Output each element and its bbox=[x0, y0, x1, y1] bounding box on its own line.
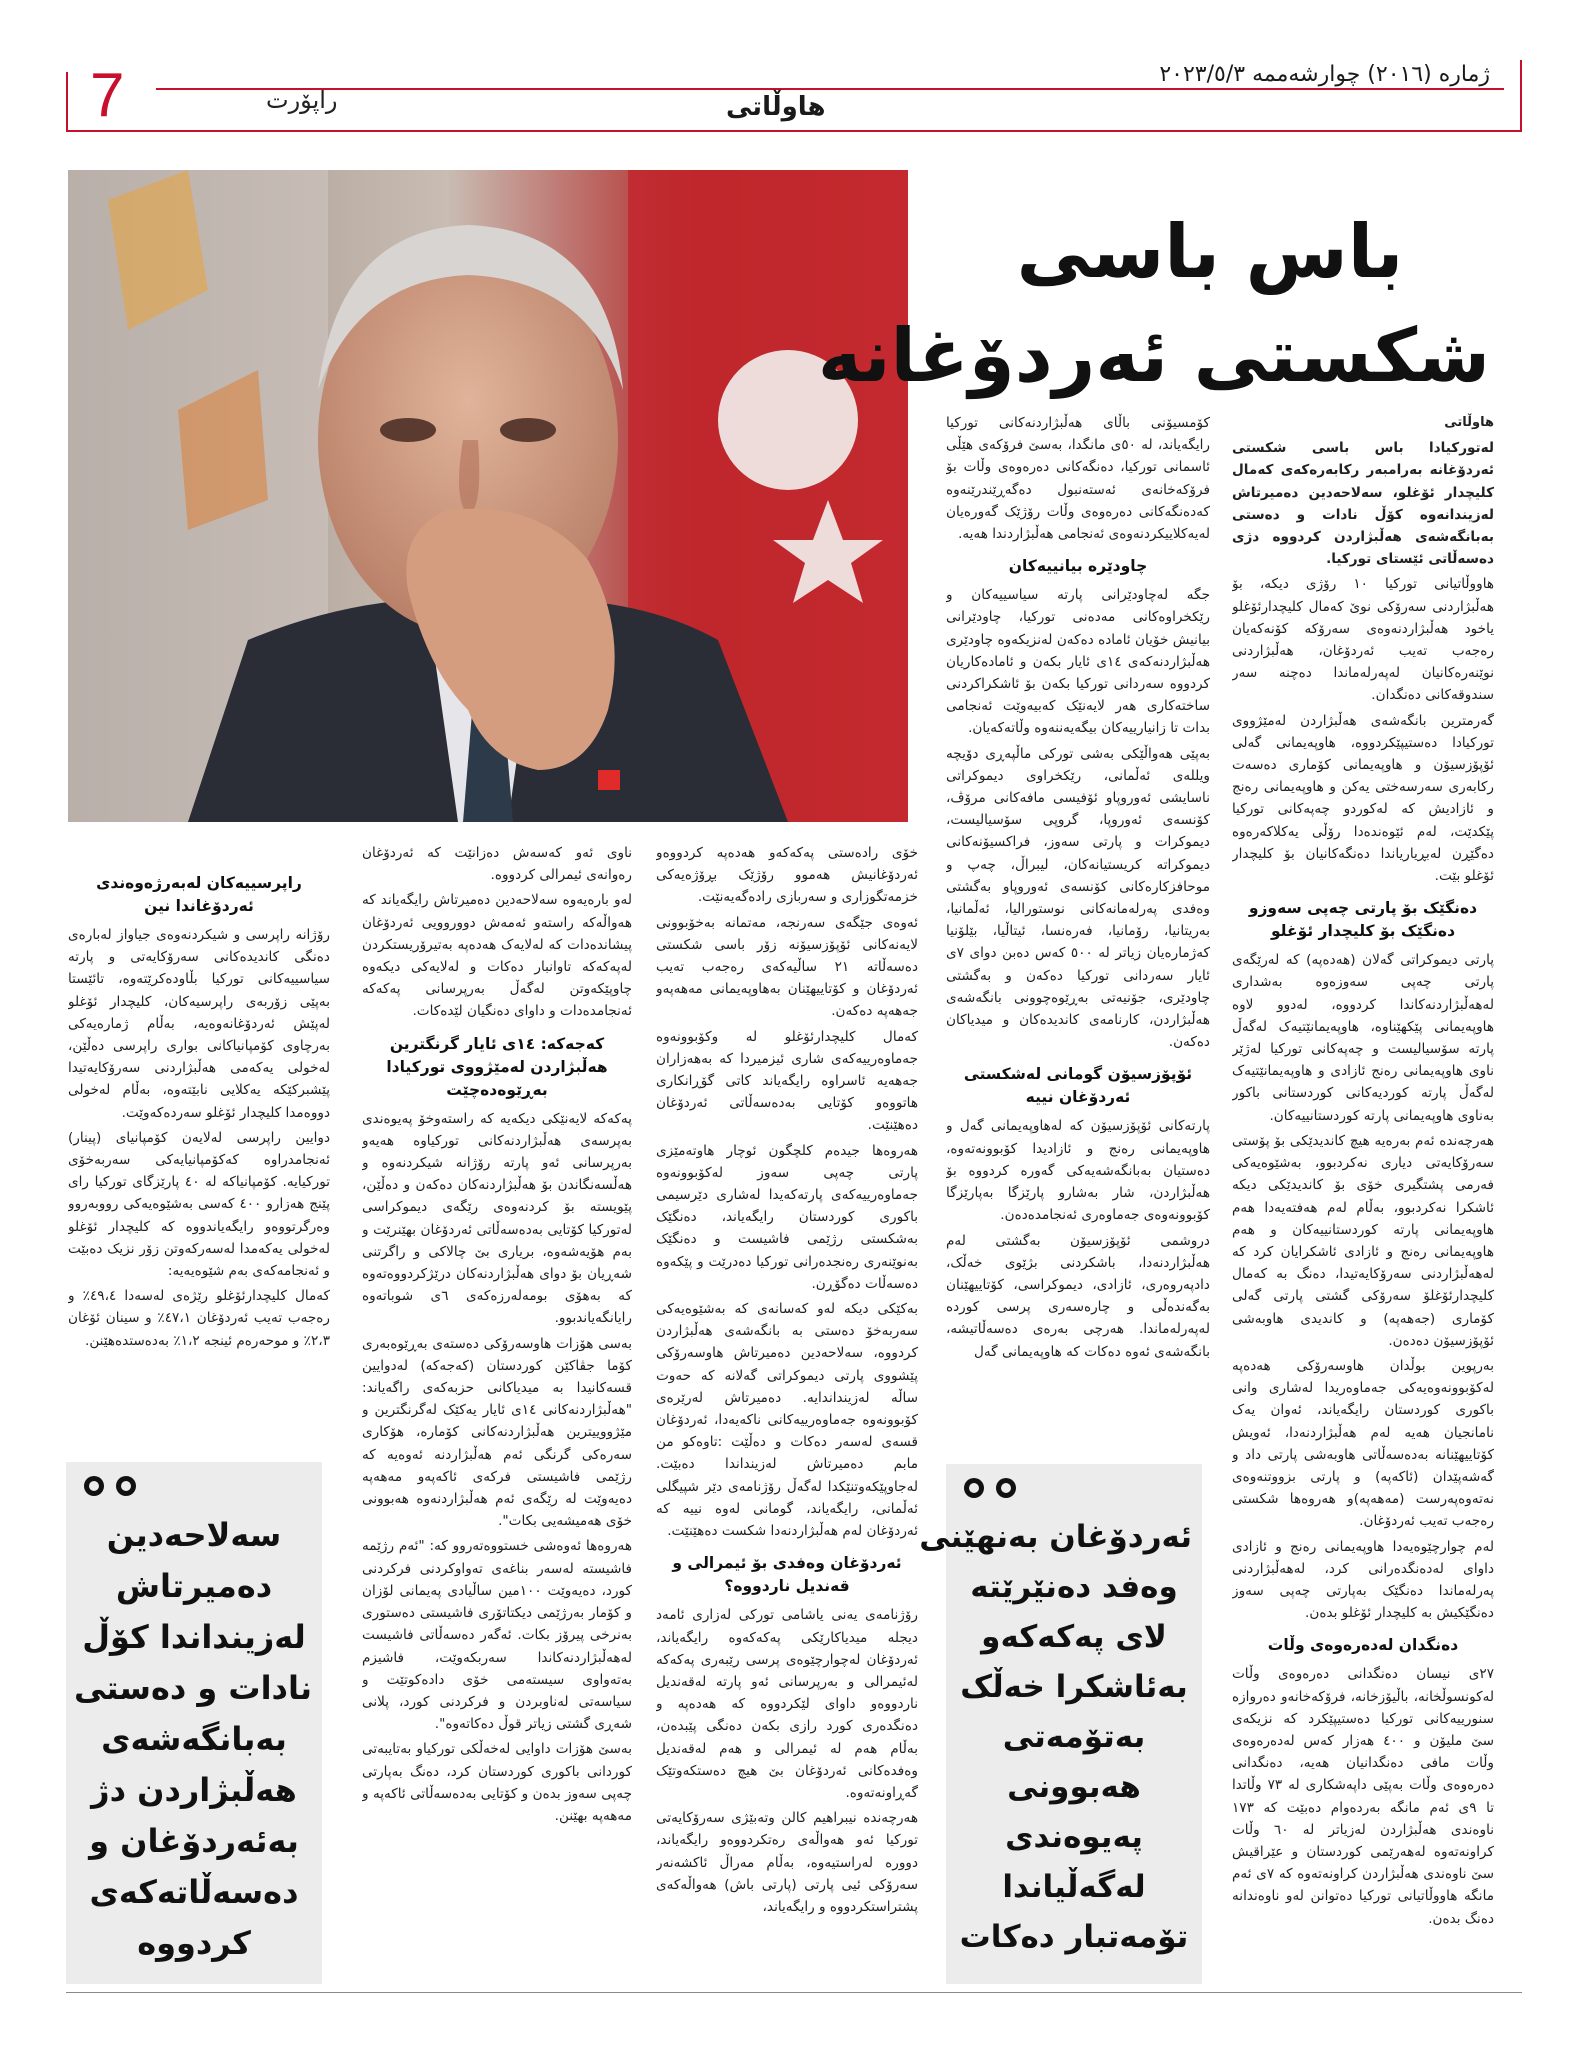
paragraph: بەسی هۆزات هاوسەرۆکی دەستەی بەڕێوەبەری کۆما جڤاکێن کوردستان (کەجەکە) لەدوایین قسەکانیدا بە میدیاکانی حزبەکەی راگەیاند: "هەڵبژاردنەکانی ١٤ی ئایار یەکێک لەگرنگترین و مێژووییترین هەڵبژاردنەکانی کۆمارە، هۆکاری سەرەکی گرنگی ئەم هەڵبژاردنە ئەوەیە کە رژێمی فاشیستی فرکەی ئاکەپەو مەهەپە دەیەوێت لە رێگەی ئەم هەڵبژاردنەوە هەبوونی خۆی هەمیشەیی بکات". bbox=[362, 1335, 632, 1530]
quote-line: لەگەڵیاندا bbox=[1002, 1869, 1146, 1905]
quote-line: پەیوەندی bbox=[1005, 1819, 1143, 1855]
paragraph: هەرچەندە ئەم بەرەیە هیچ کاندیدێکی بۆ پۆستی سەرۆکایەتی دیاری نەکردبوو، بەشێوەیەکی فەرمی پشتگیری خۆی بۆ کاندیدێکی دیکە ئاشکرا نەکردبوو، بەڵام لەم هەفتەیەدا هەم هاوپەیمانی پارتە کوردستانییەکان و هەم هاوپەیمانی رەنج و ئازادی ئاشکرایان کرد کە لەهەڵبژاردنی سەرۆکایەتیدا، دەنگ بە کەمال کلیچدارئۆغلۆ سەرۆکی گشتی پارتی گەلی کۆماری (جەهەپە) و کاندیدی هاوبەشی ئۆپۆزسیۆن دەدەن. bbox=[1232, 1132, 1494, 1349]
paragraph: کەمال کلیچدارئۆغلو رێژەی لەسەدا ٤٩،٤٪ و رەجەب تەیب ئەردۆغان ٤٧،١٪ و سینان ئۆغان ٢،٣٪ و موحەرەم ئینجە ١،٢٪ بەدەستدەهێنن. bbox=[68, 1288, 330, 1349]
paragraph: ئەوەی جێگەی سەرنجە، مەتمانە بەخۆبوونی لایەنەکانی ئۆپۆزسیۆنە زۆر باسی شکستی دەسەڵاتە ٢١ ساڵیەکەی رەجەب تەیب ئەردۆغان و کۆتاییهێنان بەهاوپەیمانی مەهەپەو جەهەپە دەکەن. bbox=[656, 914, 918, 1020]
quote-line: لای پەکەکەو bbox=[981, 1619, 1167, 1655]
quote-mark-icon bbox=[80, 1472, 144, 1496]
paragraph: ناوی ئەو کەسەش دەزانێت کە ئەردۆغان رەوانەی ئیمرالی کردووە. bbox=[362, 845, 632, 884]
quote-line: دەسەڵاتەکەی bbox=[89, 1873, 299, 1911]
paragraph: هەروەها جیدەم کلچگون ئوچار هاوتەمێزی پارتی چەپی سەوز لەکۆبوونەوە جەماوەرییەکەی پارتەکەیدا لەشاری دێرسیمی باکوری کوردستان رایگەیاند، دەنگێک بەشکستی رژێمی فاشیست و دەنگێک بەنوێنەری رەنجدەرانی تورکیا دەدرێت و پێکەوە دەسەڵات دەگۆڕن. bbox=[656, 1142, 918, 1292]
subheading: کەجەکە: ١٤ی ئایار گرنگترین هەڵبژاردن لەمێژووی تورکیادا بەڕێوەدەچێت bbox=[386, 1034, 608, 1099]
quote-line: لەزینداندا کۆڵ bbox=[82, 1618, 306, 1656]
quote-line: نادات و دەستی bbox=[74, 1669, 312, 1707]
paragraph: رۆژنامەی یەنی یاشامی تورکی لەزاری ئامەد دیجلە میدیاکارێکی پەکەکەوە رایگەیاند، ئەردۆغان لەچوارچێوەی پرسی رێبەری پەکەکە لەئیمرالی و بەرپرسانی ئەو پارتە لەقەندیل ناردووەو داوای لێکردووە کە هەدەپە و دەنگدەری کورد رازی بکەن دەنگی پێبدەن، بەڵام هەم لە ئیمرالی و هەم لەقەندیل وەفدەکانی ئەردۆغان بێ هیچ دەستکەوتێک گەڕاونەتەوە. bbox=[656, 1607, 918, 1801]
paragraph: لەم چوارچێوەیەدا هاوپەیمانی رەنج و ئازادی داوای لەدەنگدەرانی کرد، لەهەڵبژاردنی پەرلەماندا دەنگێک بەپارتی چەپی سەوز دەنگێکیش بە کلیچدار ئۆغلو بدەن. bbox=[1232, 1538, 1494, 1622]
pull-quote-demirtas bbox=[66, 1462, 322, 1984]
paragraph: هاووڵاتیانی تورکیا ١٠ رۆژی دیکە، بۆ هەڵبژاردنی سەرۆکی نوێ کەمال کلیچدارئۆغلو یاخود هەڵبژاردنەوەی سەرۆکە کۆنەکەیان رەجەب تەیب ئەردۆغان، هەڵبژاردنی نوێنەرەکانیان لەپەرلەماندا دەچنە سەر سندوقەکانی دەنگدان. bbox=[1232, 576, 1494, 704]
pull-quote-text bbox=[76, 1510, 312, 1969]
paragraph: پارتی دیموکراتی گەلان (هەدەپە) کە لەرێگەی پارتی چەپی سەوزەوە بەشداری لەهەڵبژاردنەکاندا کردووە، لەدوو لاوە هاوپەیمانی پێکهێناوە، هاوپەیمانێتیەک لەگەڵ پارتە سۆسیالیست و چەپەکانی تورکیا لەژێر ناوی هاوپەیمانی رەنج ئازادی و هاوپەیمانێتیەک لەگەڵ پارتە کوردیەکانی کوردستانی باکور بەناوی هاوپەیمانی پارتە کوردستانییەکان. bbox=[1232, 952, 1494, 1124]
paragraph: دوایین راپرسی لەلایەن کۆمپانیای (پینار) ئەنجامدراوە کەکۆمپانیایەکی سەربەخۆی تورکیایە. کۆمپانیاکە لە ٤٠ پارێزگای تورکیا رای پێنج هەزارو ٤٠٠ کەسی بەشێوەیەکی رووبەروو وەرگرتووەو رایگەیاندووە کە کلیچدار ئۆغلو لەخولی یەکەمدا لەسەرکەوتن زۆر نزیک دەبێت و ئەنجامەکەی بەم شێوەیەیە: bbox=[68, 1129, 330, 1280]
section-name: راپۆرت bbox=[266, 86, 338, 114]
masthead bbox=[66, 60, 1522, 132]
quote-line: دەمیرتاش bbox=[115, 1567, 273, 1605]
paragraph: هەروەها ئەوەشی خستووەتەروو کە: "ئەم رژێمە فاشیستە لەسەر بناغەی تەواوکردنی فرکردنی کورد، دەیەوێت ١٠٠مین ساڵیادی پەیمانی لۆزان و کۆمار بەرژێمی دیکتاتۆری فاشیستی دەستوری بەنرخی پیرۆز بکات. ئەگەر دەسەڵاتی فاشیست لەهەڵبژاردنەکاندا سەربکەوێت، فاشیزم بەتەواوی سیستەمی خۆی دادەکوتێت و سیاسەتی لەناوبردن و فرکردنی کورد، پلانی شەڕی گشتی زیاتر قوڵ دەکاتەوە". bbox=[362, 1538, 632, 1733]
quote-line: سەلاحەدین bbox=[106, 1516, 282, 1554]
masthead-rule-left bbox=[66, 72, 68, 132]
article-column-3 bbox=[656, 842, 918, 1982]
portrait-image bbox=[68, 170, 908, 822]
paragraph: لەو بارەیەوە سەلاحەدین دەمیرتاش رایگەیاند کە هەواڵەکە راستەو ئەمەش دووروویی ئەردۆغان پیشاندەدات کە لەلایەک هەدەپە بەتیرۆریستکردن لەپەکەکە تاوانبار دەکات و لەلایەکی دیکەوە چاوپێکەوتن لەگەڵ بەرپرسانی پەکەکە ئەنجامدەدات و داوای دەنگیان لێدەکات. bbox=[362, 892, 632, 1020]
subheading: چاودێرە بیانییەکان bbox=[1008, 557, 1148, 576]
masthead-rule bbox=[156, 88, 1504, 90]
paragraph: بەکێکی دیکە لەو کەسانەی کە بەشێوەیەکی سەربەخۆ دەستی بە بانگەشەی هەڵبژاردن کردووە، سەلاحەدین دەمیرتاش هاوسەرۆکی پێشووی پارتی دیموکراتی گەلانە کە حەوت ساڵە لەزینداندایە. دەمیرتاش لەرێرەی کۆبوونەوە جەماوەرییەکانی ناکەیەدا، ئەردۆغان قسەی لەسەر دەکات و دەڵێت :تاوەکو من مابم دەمیرتاش لەزینداندا دەبێت. لەجاوپێکەوتنێکدا لەگەڵ رۆژنامەی دێر شپیگلی ئەڵمانی، رایگەیاند، گومانی لەوە نییە کە ئەردۆغان لەم هەڵبژاردنەدا شکست دەهێنێت. bbox=[656, 1301, 918, 1540]
page-number: 7 bbox=[90, 61, 125, 130]
issue-date: ژمارە (٢٠١٦) چوارشەممە ٢٠٢٣/٥/٣ bbox=[1149, 62, 1500, 87]
article-column-5 bbox=[68, 872, 330, 1412]
article-column-2 bbox=[946, 412, 1210, 1462]
pull-quote-erdogan bbox=[919, 1464, 1202, 1984]
quote-line: بەئاشکرا خەڵک bbox=[960, 1669, 1188, 1705]
subheading: ئەردۆغان وەفدی بۆ ئیمرالی و قەندیل ناردووە؟ bbox=[672, 1554, 902, 1596]
quote-line: کردووە bbox=[137, 1924, 251, 1962]
quote-line: تۆمەتبار دەکات bbox=[959, 1919, 1189, 1955]
paragraph: بەرپوین بوڵدان هاوسەرۆکی هەدەپە لەکۆبوونەوەیەکی جەماوەریدا لەشاری وانی باکوری کوردستان رایگەیاند، ئەوان یەک نامانجیان هەیە لەم هەڵبژاردنەدا، ئەویش کۆتاییهێنانە بەدەسەڵاتی هاوبەشی پارتی داد و گەشەپێدان (ئاکەپە) و پارتی بزووتنەوەی نەتەوەپەرست (مەهەپە)و هەروەها شکستی رەجەب تەیب ئەردۆغان. bbox=[1232, 1357, 1494, 1530]
paragraph: بەسێ هۆزات داوایی لەخەڵکی تورکیاو بەتایبەتی کوردانی باکوری کوردستان کرد، دەنگ بەپارتی چەپی سەوز بدەن و کۆتایی بەدەسەڵاتی ئاکەپە و مەهەپە بهێنن. bbox=[362, 1741, 632, 1824]
paragraph: پەکەکە لایەنێکی دیکەیە کە راستەوخۆ پەیوەندی بەپرسەی هەڵبژاردنەکانی تورکیاوە هەیەو بەرپرسانی ئەو پارتە رۆژانە شیکردنەوە و هەڵسەنگاندن بۆ هەڵبژاردنەکان دەکەن و دەڵێن، پێویستە بۆ کردنەوەی رێگەی دیموکراسی لەتورکیا کۆتایی بەدەسەڵاتی ئەردۆغان بهێنرێت و بەم هۆیەشەوە، بریاری بێ چالاکی و راگرتنی شەڕیان بۆ دوای هەڵبژاردنەکان درێژکردووەتەوە کە بەهۆی بومەلەرزەکەی ٦ی شوباتەوە رایانگەیاندبوو. bbox=[362, 1110, 632, 1327]
quote-line: ئەردۆغان بەنهێنی bbox=[919, 1519, 1192, 1555]
headline-line: شکستی ئەردۆغانە bbox=[817, 313, 1490, 399]
headline-line: باس باسی bbox=[1016, 209, 1404, 295]
quote-line: بەئەردۆغان و bbox=[89, 1822, 299, 1860]
quote-line: هەبوونی bbox=[1007, 1769, 1141, 1805]
lead-paragraph: لەتورکیادا باس باسی شکستی ئەردۆغانە بەرامبەر رکابەرەکەی کەمال کلیچدار ئۆغلو، سەلاحەدین دەمیرتاش لەزیندانەوە کۆڵ نادات و دەستی بەبانگەشەی هەڵبژاردن کردووە دژی دەسەڵاتی ئێستای تورکیا. bbox=[1232, 440, 1494, 568]
paragraph: پارتەکانی ئۆپۆزسیۆن کە لەهاوپەیمانی گەل و هاوپەیمانی رەنج و ئازادیدا کۆبوونەتەوە، دەستیان بەبانگەشەیەکی گەورە کردووە بۆ هەڵبژاردن، شار بەشارو پارێزگا بەپارێزگا کۆبوونەوەی جەماوەری ئەنجامدەدەن. bbox=[946, 1118, 1210, 1224]
masthead-rule-right bbox=[1520, 60, 1522, 132]
paragraph: ٢٧ی نیسان دەنگدانی دەرەوەی وڵات لەکونسوڵخانە، باڵیۆزخانە، فرۆکەخانەو دەروازە سنورییەکانی تورکیا دەستیپێکرد کە نزیکەی سێ ملیۆن و ٤٠٠ هەزار کەس لەدەرەوەی وڵات مافی دەنگدانیان هەیە، دەنگدانی دەرەوەی وڵات بەپێی داپەشکاری لە ٧٣ وڵاتدا تا ٩ی ئەم مانگە بەردەوام دەبێت کە ١٧٣ ناوەندی هەڵبژاردن لەزیاتر لە ٦٠ وڵات کراونەتەوە لەهەرێمی کوردستان و عێراقیش سێ ناوەندی هەڵبژاردن کراونەتەوە کە ٧ی ئەم مانگە هاووڵاتیانی تورکیا دەتوانن لەو ناوەندانە دەنگ بدەن. bbox=[1232, 1666, 1494, 1927]
newspaper-logo: هاوڵاتی bbox=[726, 92, 826, 122]
article-column-4 bbox=[362, 842, 632, 1982]
quote-line: بەبانگەشەی bbox=[101, 1720, 287, 1758]
masthead-rule-bottom bbox=[66, 130, 1522, 132]
pull-quote-text bbox=[919, 1512, 1192, 1962]
quote-mark-icon bbox=[960, 1474, 1024, 1498]
page-bottom-rule bbox=[66, 1992, 1522, 1993]
paragraph: بەپێی هەواڵێکی بەشی تورکی ماڵپەڕی دۆیچە ویللەی ئەڵمانی، رێکخراوی دیموکراتی ناسایشی ئەوروپاو ئۆفیسی مافەکانی مرۆڤ، کۆنسەی ئەوروپا، گروپی سۆسیالیست، دیموکرات و پارتی سەوز، فراکسیۆنەکانی دیموکراتە کریستیانەکان، لیبراڵ، چەپ و موحافزکارەکانی کۆنسەی ئەوروپاو بەگشتی وەفدی پەرلەمانەکانی نوستورالیا، ئەڵمانیا، بەریتانیا، رۆمانیا، فەرەنسا، ئیتاڵیا، بێلۆنیا کەژمارەیان زیاتر لە ٥٠٠ کەس دەبن دوای ٧ی ئایار سەردانی تورکیا دەکەن و بەگشتی چاودێری، جۆنیەتی بەڕێوەچوونی بانگەشەی هەڵبژاردن، کارنامەی کاندیدەکان و میدیاکان دەکەن. bbox=[946, 745, 1210, 1051]
paragraph: گەرمترین بانگەشەی هەڵبژاردن لەمێژووی تورکیادا دەستیپێکردووە، هاوپەیمانی گەلی ئۆپۆزسیۆن و هاوپەیمانی کۆماری دەسەت رکابەری سەرسەختی یەکن و هاوپەیمانی رەنج و ئازادیش کە لەکوردو چەپەکانی تورکیا پێکدێت، لەم ئێوەندەدا رۆڵی یەکلاکەرەوە دەگێڕن لەبڕیاریاندا دەنگەکانیان بۆ کلیچدار ئۆغلو بێت. bbox=[1232, 712, 1494, 885]
paragraph: کۆمسیۆنی باڵای هەڵبژاردنەکانی تورکیا رایگەیاند، لە ٥٠ی مانگدا، بەسێ فرۆکەی هێڵی ئاسمانی تورکیا، دەنگەکانی دەرەوەی وڵات بۆ فرۆکەخانەی ئەستەنبول دەگەڕێندرێنەوە کەدەنگەکانی دەرەوەی وڵات رۆژێک گەورەیان لەیەکلاییکردنەوەی ئەنجامی هەڵبژاردندا هەیە. bbox=[946, 415, 1210, 543]
paragraph: خۆی رادەستی پەکەکەو هەدەپە کردووەو ئەردۆغانیش هەموو رۆژێک بڕۆژەیەکی خزمەتگوزاری و سەربازی رادەگەیەنێت. bbox=[656, 845, 918, 906]
paragraph: دروشمی ئۆپۆزسیۆن بەگشتی لەم هەڵبژاردنەدا، باشکردنی بژێوی خەڵک، دادپەروەری، ئازادی، دیموکراسی، کۆتاییهێنان بەگەندەڵی و چارەسەری پرسی کوردە لەپەرلەماندا. هەرچی بەرەی دەسەڵاتیشە، بانگەشەی ئەوە دەکات کە هاوپەیمانی گەل bbox=[946, 1232, 1210, 1360]
headline bbox=[817, 200, 1490, 408]
byline: هاوڵاتی bbox=[1444, 415, 1494, 430]
quote-line: وەفد دەنێرێتە bbox=[970, 1569, 1178, 1605]
paragraph: رۆژانە راپرسی و شیکردنەوەی جیاواز لەبارەی دەنگی کاندیدەکانی سەرۆکایەتی و پارتە سیاسییەکانی تورکیا بڵاودەکرێتەوە، تائێستا بەپێی زۆربەی راپرسیەکان، کلیچدار ئۆغلو لەپێش ئەردۆغانەوەیە، بەڵام ژمارەیەکی بەرچاوی کۆمپانیاکانی بواری راپرسی دەڵێن، لەخولی یەکەمی هەڵبژاردنی سەرۆکایەتیدا پێشبرکێکە یەکلایی نابێتەوە، بەڵام لەخولی دووەمدا کلیچدار ئۆغلو سەردەکەوێت. bbox=[68, 927, 330, 1121]
subheading: راپرسییەکان لەبەرژەوەندی ئەردۆغاندا نین bbox=[96, 874, 302, 915]
subheading: دەنگێک بۆ پارتی چەپی سەوزو دەنگێک بۆ کلیچدار ئۆغلو bbox=[1248, 899, 1478, 941]
subheading: دەنگدان لەدەرەوەی وڵات bbox=[1267, 1636, 1459, 1655]
quote-line: بەتۆمەتی bbox=[1002, 1719, 1146, 1755]
erdogan-photo bbox=[68, 170, 908, 822]
article-column-1 bbox=[1232, 412, 1494, 1952]
paragraph: جگە لەچاودێرانی پارتە سیاسییەکان و رێکخراوەکانی مەدەنی تورکیا، چاودێرانی بیانیش خۆیان ئامادە دەکەن لەنزیکەوە چاودێری هەڵبژاردنەکەی ١٤ی ئایار بکەن و ئامادەکاریان کردووە سەردانی تورکیا بکەن بۆ ئاشکراکردنی ساختەکاری هەر لایەنێک کەبیەوێت ئەنجامی بدات تا زانیارییەکان بیگەیەننەوە وڵاتەکەیان. bbox=[946, 587, 1210, 737]
subheading: ئۆپۆزسیۆن گومانی لەشکستی ئەردۆغان نییە bbox=[963, 1065, 1193, 1107]
paragraph: هەرچەندە نیبراهیم کالن وتەبێژی سەرۆکایەتی تورکیا ئەو هەواڵەی رەتکردووەو رایگەیاند، دووره لەراستیەوە، بەڵام مەراڵ ئاکشەنەر سەرۆکی ئیی پارتی (پارتی باش) هەواڵەکەی پشتراستکردووە و رایگەیاند، bbox=[656, 1810, 918, 1915]
quote-line: هەڵبژاردن دژ bbox=[91, 1771, 297, 1809]
paragraph: کەمال کلیچدارئۆغلو لە وکۆبوونەوە جەماوەرییەکەی شاری ئیزمیردا کە بەهەزاران جەهەیە ئاسراوە رایگەیاند کاتی گۆڕانکاری هاتووەو کۆتایی بەدەسەڵاتی ئەردۆغان دەهێنێت. bbox=[656, 1028, 918, 1134]
